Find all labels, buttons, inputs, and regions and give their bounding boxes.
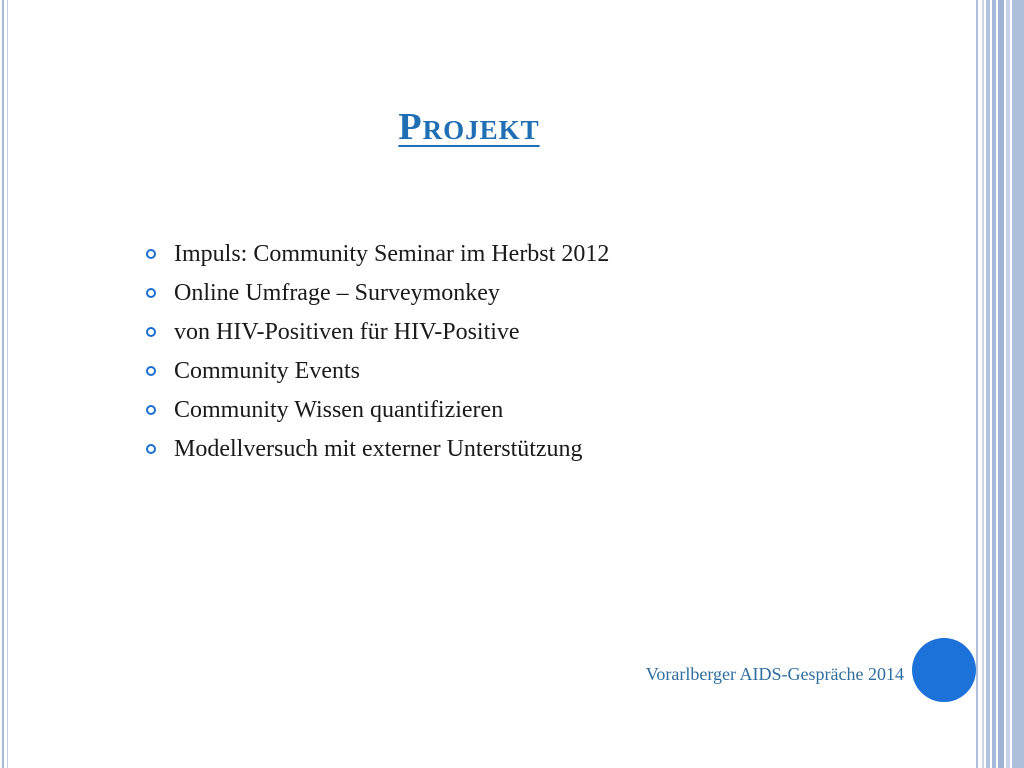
bullet-item <box>140 275 609 314</box>
bullet-item <box>140 392 609 431</box>
bullet-item <box>140 431 609 470</box>
right-border-stripe <box>976 0 978 768</box>
right-border-stripe <box>1012 0 1024 768</box>
right-border-stripe <box>986 0 990 768</box>
ring-bullet-icon <box>146 366 156 376</box>
right-border-stripe <box>982 0 984 768</box>
bullet-text: Impuls: Community Seminar im Herbst 2012 <box>174 241 610 267</box>
bullet-text: Community Wissen quantifizieren <box>174 397 504 423</box>
ring-bullet-icon <box>146 249 156 259</box>
bullet-item <box>140 353 609 392</box>
ring-bullet-icon <box>146 288 156 298</box>
ring-bullet-icon <box>146 444 156 454</box>
slide-footer: Vorarlberger AIDS-Gespräche 2014 <box>645 664 904 684</box>
bullet-text: Online Umfrage – Surveymonkey <box>174 280 500 306</box>
bullet-item <box>140 314 609 353</box>
bullet-text: Modellversuch mit externer Unterstützung <box>174 436 583 462</box>
bullet-text: Community Events <box>174 358 360 384</box>
right-border-decoration <box>976 0 1024 768</box>
bullet-text: von HIV-Positiven für HIV-Positive <box>174 319 520 345</box>
right-border-stripe <box>1006 0 1010 768</box>
blue-circle-decoration <box>912 638 976 702</box>
ring-bullet-icon <box>146 405 156 415</box>
right-border-stripe <box>992 0 996 768</box>
ring-bullet-icon <box>146 327 156 337</box>
right-border-stripe <box>998 0 1004 768</box>
bullet-list <box>140 236 609 470</box>
slide-title: Projekt <box>398 106 540 148</box>
bullet-item <box>140 236 609 275</box>
